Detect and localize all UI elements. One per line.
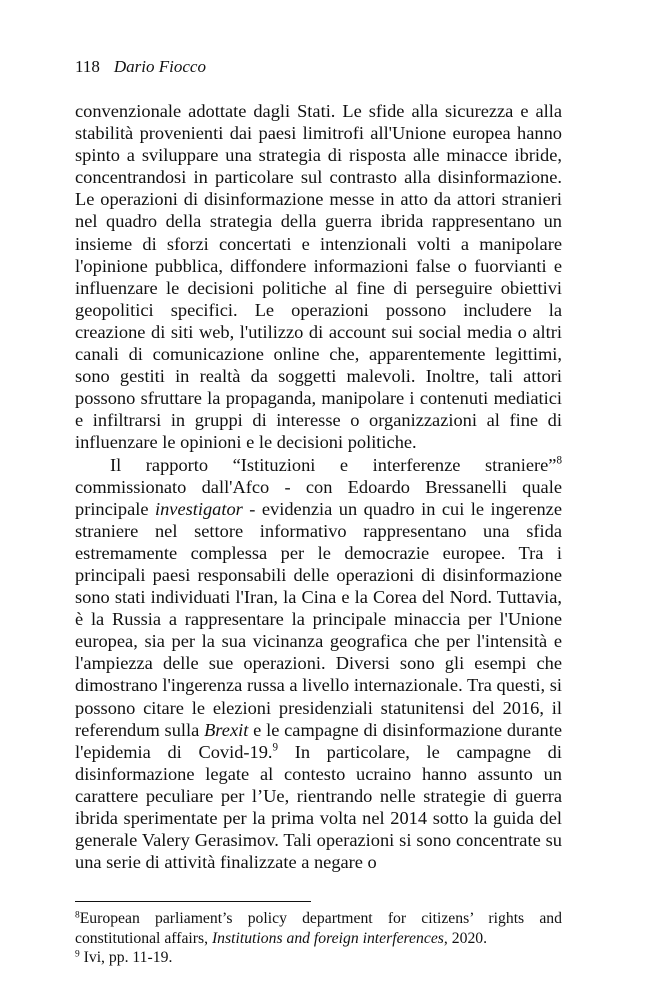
footnote-9-number: 9 xyxy=(75,949,80,960)
book-page xyxy=(75,56,562,968)
footnote-separator xyxy=(75,901,311,902)
footnotes xyxy=(75,909,562,968)
footnote-9-text: Ivi, pp. 11-19. xyxy=(79,949,173,967)
page-number: 118 xyxy=(75,57,100,76)
body-text xyxy=(75,100,562,873)
footnote-ref-8[interactable]: 8 xyxy=(556,453,562,466)
footnote-8 xyxy=(75,909,562,948)
footnote-8-text-2: , 2020. xyxy=(443,929,488,947)
running-header xyxy=(75,56,562,78)
footnote-8-number: 8 xyxy=(75,910,80,921)
paragraph-2 xyxy=(75,454,562,874)
footnote-ref-9[interactable]: 9 xyxy=(272,741,279,753)
paragraph-1: convenzionale adottate dagli Stati. Le sfide alla sicurezza e alla stabilità provenienti dai paesi limitrofi all'Unione europea hanno spinto a sviluppare una strategia di risposta alle minacce ibride, concentrandosi in particolare sul contrasto alla disinformazione. Le operazioni di disinformazione messe in atto da attori stranieri nel quadro della strategia della guerra ibrida rappresentano un insieme di sforzi concertati e intenzionali volti a manipolare l'opinione pubblica, diffondere informazioni false o fuorvianti e influenzare le decisioni politiche al fine di perseguire obiettivi geopolitici specifici. Le operazioni possono includere la creazione di siti web, l'utilizzo di account sui social media o altri canali di comunicazione online che, apparentemente legittimi, sono gestiti in realtà da soggetti malevoli. Inoltre, tali attori possono sfruttare la propaganda, manipolare i contenuti mediatici e infiltrarsi in gruppi di interesse o organizzazioni al fine di influenzare le opinioni e le decisioni politiche. xyxy=(75,101,562,453)
footnote-9 xyxy=(75,948,562,968)
p2-text-4: e le campagne di disinformazione durante l'epidemia di Covid-19. xyxy=(75,719,563,762)
p2-text-5: In particolare, le campagne di disinformazione legate al contesto ucraino hanno assunto un carattere peculiare per l’Ue, rientrando nelle strategie di guerra ibrida sperimentate per la prima volta nel 2014 sotto la guida del generale Valery Gerasimov. Tali operazioni si sono concentrate su una serie di attività finalizzate a negare o xyxy=(75,741,562,873)
p2-italic-brexit: Brexit xyxy=(204,719,249,740)
p2-text-1: Il rapporto “Istituzioni e interferenze straniere” xyxy=(110,454,557,475)
p2-text-2: commissionato dall'Afco - con Edoardo Bressanelli quale principale xyxy=(75,476,562,519)
footnote-8-text-1: European parliament’s policy department for citizens’ rights and constitutional affairs, xyxy=(75,910,562,947)
p2-text-3: - evidenzia un quadro in cui le ingerenze straniere nel settore informativo rappresentano una sfida estremamente complessa per le democrazie europee. Tra i principali paesi responsabili delle operazioni di disinformazione sono stati individuati l'Iran, la Cina e la Corea del Nord. Tuttavia, è la Russia a rappresentare la principale minaccia per l'Unione europea, sia per la sua vicinanza geografica che per l'intensità e l'ampiezza delle sue operazioni. Diversi sono gli esempi che dimostrano l'ingerenza russa a livello internazionale. Tra questi, si possono citare le elezioni presidenziali statunitensi del 2016, il referendum sulla xyxy=(75,498,562,740)
p2-italic-investigator: investigator xyxy=(154,498,243,519)
footnote-8-title: Institutions and foreign interferences xyxy=(211,929,444,947)
running-author: Dario Fiocco xyxy=(113,57,206,76)
